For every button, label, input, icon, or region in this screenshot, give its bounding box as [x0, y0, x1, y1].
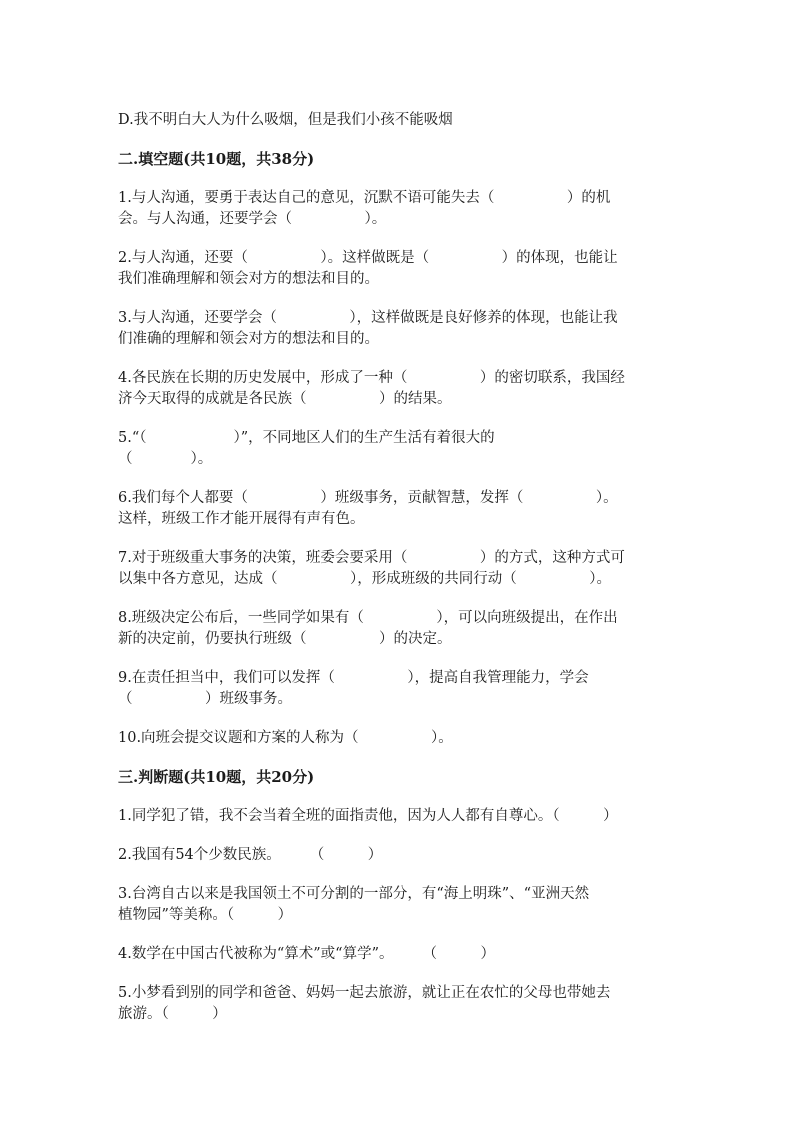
question-item — [118, 728, 678, 749]
question-item — [118, 488, 678, 530]
question-text-line: 10.向班会提交议题和方案的人称为（ ）。 — [118, 730, 453, 746]
question-text-line: 济今天取得的成就是各民族（ ）的结果。 — [118, 391, 452, 407]
section-heading — [118, 767, 678, 788]
question-item — [118, 668, 678, 710]
question-text-line: 4.各民族在长期的历史发展中，形成了一种（ ）的密切联系，我国经 — [118, 370, 625, 386]
question-text-line: 新的决定前，仍要执行班级（ ）的决定。 — [118, 631, 452, 647]
question-text-line: 1.与人沟通，要勇于表达自己的意见，沉默不语可能失去（ ）的机 — [118, 190, 611, 206]
page-content — [118, 92, 678, 1025]
question-text-line: 会。与人沟通，还要学会（ ）。 — [118, 211, 387, 227]
question-text-line: 3.与人沟通，还要学会（ ），这样做既是良好修养的体现，也能让我 — [118, 310, 618, 326]
question-item — [118, 983, 678, 1025]
question-text-line: 3.台湾自古以来是我国领土不可分割的一部分，有“海上明珠”、“亚洲天然 — [118, 886, 590, 902]
question-text-line: （ ）班级事务。 — [118, 691, 292, 707]
section-heading-text: 二.填空题(共10题，共38分) — [118, 150, 315, 168]
question-text-line: 2.与人沟通，还要（ ）。这样做既是（ ）的体现，也能让 — [118, 250, 618, 266]
question-item — [118, 368, 678, 410]
question-text-line: 2.我国有54个少数民族。 （ ） — [118, 847, 383, 863]
question-text-line: 们准确的理解和领会对方的想法和目的。 — [118, 331, 379, 347]
question-item — [118, 188, 678, 230]
option-text: D.我不明白大人为什么吸烟，但是我们小孩不能吸烟 — [118, 112, 453, 128]
question-item — [118, 845, 678, 866]
question-item — [118, 428, 678, 470]
question-item — [118, 308, 678, 350]
question-text-line: 5.“（ ）”，不同地区人们的生产生活有着很大的 — [118, 430, 495, 446]
section-heading-text: 三.判断题(共10题，共20分) — [118, 768, 315, 786]
question-text-line: 4.数学在中国古代被称为“算术”或“算学”。 （ ） — [118, 946, 495, 962]
question-text-line: 我们准确理解和领会对方的想法和目的。 — [118, 271, 379, 287]
question-text-line: 7.对于班级重大事务的决策，班委会要采用（ ）的方式，这种方式可 — [118, 550, 625, 566]
question-item — [118, 944, 678, 965]
question-text-line: 6.我们每个人都要（ ）班级事务，贡献智慧，发挥（ ）。 — [118, 490, 618, 506]
question-text-line: 8.班级决定公布后，一些同学如果有（ ），可以向班级提出，在作出 — [118, 610, 618, 626]
question-text-line: 5.小梦看到别的同学和爸爸、妈妈一起去旅游，就让正在农忙的父母也带她去 — [118, 985, 611, 1001]
question-item — [118, 608, 678, 650]
question-text-line: 这样，班级工作才能开展得有声有色。 — [118, 511, 365, 527]
question-text-line: 9.在责任担当中，我们可以发挥（ ），提高自我管理能力，学会 — [118, 670, 589, 686]
question-item — [118, 248, 678, 290]
question-item — [118, 884, 678, 926]
question-text-line: 旅游。（ ） — [118, 1006, 227, 1022]
option-line — [118, 110, 678, 131]
section-heading — [118, 149, 678, 170]
question-text-line: 1.同学犯了错，我不会当着全班的面指责他，因为人人都有自尊心。（ ） — [118, 808, 618, 824]
question-item — [118, 548, 678, 590]
question-text-line: 以集中各方意见，达成（ ），形成班级的共同行动（ ）。 — [118, 571, 611, 587]
question-text-line: （ ）。 — [118, 451, 213, 467]
question-text-line: 植物园”等美称。（ ） — [118, 907, 293, 923]
question-item — [118, 806, 678, 827]
